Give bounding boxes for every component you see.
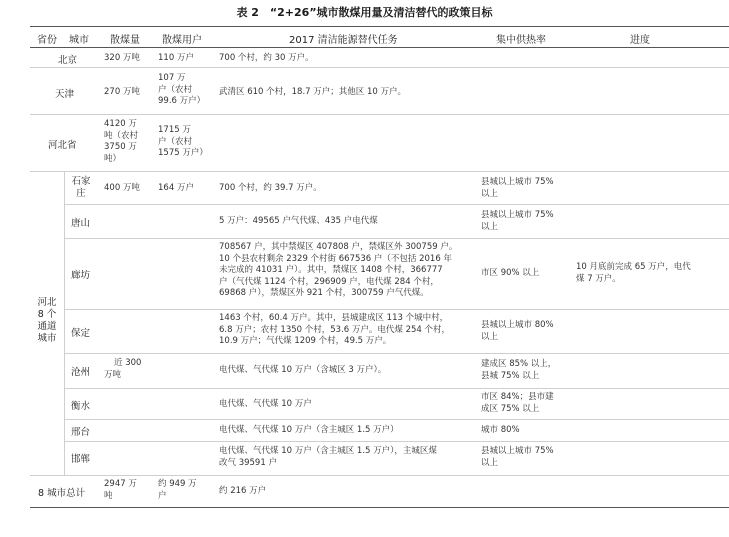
progress-line: 煤 7 万户。: [576, 273, 621, 284]
xingtai-heating: 城市 80%: [481, 425, 520, 435]
heating-line: 建成区 85% 以上，: [481, 359, 557, 369]
total-coal-line: 吨: [104, 490, 113, 501]
shijiazhuang-users: 164 万户: [158, 183, 194, 193]
heating-line: 以上: [481, 457, 499, 468]
task-line: 电代煤、气代煤 10 万户（含主城区 1.5 万户），主城区煤: [219, 446, 437, 456]
langfang-heating: 市区 90% 以上: [481, 268, 540, 278]
header-progress: 进度: [630, 35, 650, 46]
baoding-task: [219, 313, 450, 348]
heating-line: 县城以上城市 75%: [481, 446, 554, 456]
tianjin-users: [158, 73, 205, 108]
hebei-users-line: 1575 万户）: [158, 148, 208, 158]
row-separator: [64, 309, 729, 310]
province-tianjin: 天津: [55, 89, 75, 100]
row-separator: [30, 171, 729, 172]
xingtai-task: 电代煤、气代煤 10 万户（含主城区 1.5 万户）: [219, 425, 399, 435]
shijiazhuang-task: 700 个村，约 39.7 万户。: [219, 183, 322, 193]
heating-line: 县城以上城市 75%: [481, 177, 554, 187]
province-hebei: 河北省: [48, 140, 77, 151]
row-separator: [30, 475, 729, 476]
hebei-coal-line: 吨）: [104, 153, 122, 164]
total-task: 约 216 万户: [219, 486, 267, 496]
table-bottom-rule: [30, 507, 729, 508]
task-line: 10.9 万户；气代煤 1209 个村，49.5 万户。: [219, 336, 392, 346]
total-coal-line: 2947 万: [104, 479, 137, 489]
city-line: 庄: [76, 188, 86, 199]
heating-line: 以上: [481, 221, 499, 232]
heating-line: 县城 75% 以上: [481, 370, 540, 381]
heating-line: 成区 75% 以上: [481, 403, 540, 414]
baoding-heating: [481, 320, 554, 343]
header-city: 城市: [69, 35, 89, 46]
heating-line: 县城以上城市 75%: [481, 210, 554, 220]
row-separator: [64, 388, 729, 389]
city-langfang: 廊坊: [71, 270, 91, 281]
city-shijiazhuang: [64, 176, 98, 200]
hebei-coal: [104, 119, 138, 165]
hebei-group-line: 城市: [37, 333, 57, 344]
hebei-group-line: 8 个: [37, 309, 57, 320]
heating-line: 以上: [481, 188, 499, 199]
header-rule: [30, 47, 729, 48]
city-xingtai: 邢台: [71, 427, 91, 438]
city-handan: 邯郸: [71, 454, 91, 465]
header-province: 省份: [37, 35, 57, 46]
hebei-group-label: [32, 297, 62, 345]
cangzhou-heating: [481, 359, 556, 382]
city-hengshui: 衡水: [71, 401, 91, 412]
hebei-users: [158, 125, 208, 160]
hebei-coal-line: 3750 万: [104, 142, 137, 152]
beijing-users: 110 万户: [158, 53, 194, 63]
tianjin-task: 武清区 610 个村，18.7 万户；其他区 10 万户。: [219, 87, 406, 97]
tianjin-users-line: 107 万: [158, 73, 186, 83]
row-separator: [64, 441, 729, 442]
city-tangshan: 唐山: [71, 218, 91, 229]
hebei-group-line: 河北: [37, 297, 57, 308]
header-task: 2017 清洁能源替代任务: [289, 35, 398, 46]
tangshan-heating: [481, 210, 554, 233]
city-line: 石家: [71, 176, 91, 187]
heating-line: 县城以上城市 80%: [481, 320, 554, 330]
progress-line: 10 月底前完成 65 万户，电代: [576, 262, 691, 272]
shijiazhuang-coal: 400 万吨: [104, 183, 140, 193]
langfang-task: [219, 242, 457, 300]
task-line: 1463 个村，60.4 万户。其中，县城建成区 113 个城中村，: [219, 313, 449, 323]
task-line: 708567 户，其中禁煤区 407808 户，禁煤区外 300759 户。: [219, 242, 458, 252]
hebei-coal-line: 4120 万: [104, 119, 137, 129]
coal-line: 近 300: [114, 358, 142, 368]
row-separator: [30, 67, 729, 68]
heating-line: 以上: [481, 331, 499, 342]
total-users-line: 约 949 万: [158, 479, 197, 489]
tangshan-task: 5 万户：49565 户气代煤、435 户电代煤: [219, 216, 378, 226]
row-separator: [64, 204, 729, 205]
handan-heating: [481, 446, 554, 469]
cangzhou-task: 电代煤、气代煤 10 万户（含城区 3 万户）。: [219, 365, 387, 375]
beijing-task: 700 个村，约 30 万户。: [219, 53, 314, 63]
hebei-coal-line: 吨（农村: [104, 130, 139, 141]
table-top-rule: [30, 26, 729, 27]
hengshui-task: 电代煤、气代煤 10 万户: [219, 399, 312, 409]
row-separator: [64, 238, 729, 239]
header-users: 散煤用户: [162, 35, 202, 46]
row-separator: [64, 353, 729, 354]
city-cangzhou: 沧州: [71, 367, 91, 378]
total-label: 8 城市总计: [38, 488, 86, 499]
task-line: 69868 户），禁煤区外 921 个村，300759 户气代煤。: [219, 288, 429, 298]
cangzhou-coal: [104, 358, 141, 381]
row-separator: [30, 114, 729, 115]
tianjin-users-line: 户（农村: [158, 84, 193, 95]
province-beijing: 北京: [58, 55, 78, 66]
langfang-progress: [576, 262, 691, 285]
tianjin-users-line: 99.6 万户）: [158, 96, 206, 106]
total-coal: [104, 479, 137, 502]
header-heating: 集中供热率: [496, 35, 546, 46]
heating-line: 市区 84%；县市建: [481, 392, 554, 402]
total-users-line: 户: [158, 490, 167, 501]
column-separator: [64, 171, 65, 475]
handan-task: [219, 446, 437, 469]
table-title: 表 2 “2+26”城市散煤用量及清洁替代的政策目标: [236, 6, 493, 19]
total-users: [158, 479, 197, 502]
task-line: 户（气代煤 1124 个村，296909 户，电代煤 284 个村，: [219, 276, 439, 287]
row-separator: [64, 419, 729, 420]
header-coal: 散煤量: [110, 35, 140, 46]
shijiazhuang-heating: [481, 177, 554, 200]
city-baoding: 保定: [71, 328, 91, 339]
hebei-users-line: 1715 万: [158, 125, 191, 135]
hebei-group-line: 通道: [37, 321, 57, 332]
coal-line: 万吨: [104, 369, 122, 380]
beijing-coal: 320 万吨: [104, 53, 140, 63]
hebei-users-line: 户（农村: [158, 136, 193, 147]
task-line: 10 个县农村剩余 2329 个村街 667536 户（不包括 2016 年: [219, 253, 452, 264]
task-line: 6.8 万户；农村 1350 个村，53.6 万户。电代煤 254 个村，: [219, 324, 451, 335]
tianjin-coal: 270 万吨: [104, 87, 140, 97]
task-line: 未完成的 41031 户）。其中，禁煤区 1408 个村，366777: [219, 265, 443, 275]
task-line: 改气 39591 户: [219, 457, 277, 468]
hengshui-heating: [481, 392, 554, 415]
